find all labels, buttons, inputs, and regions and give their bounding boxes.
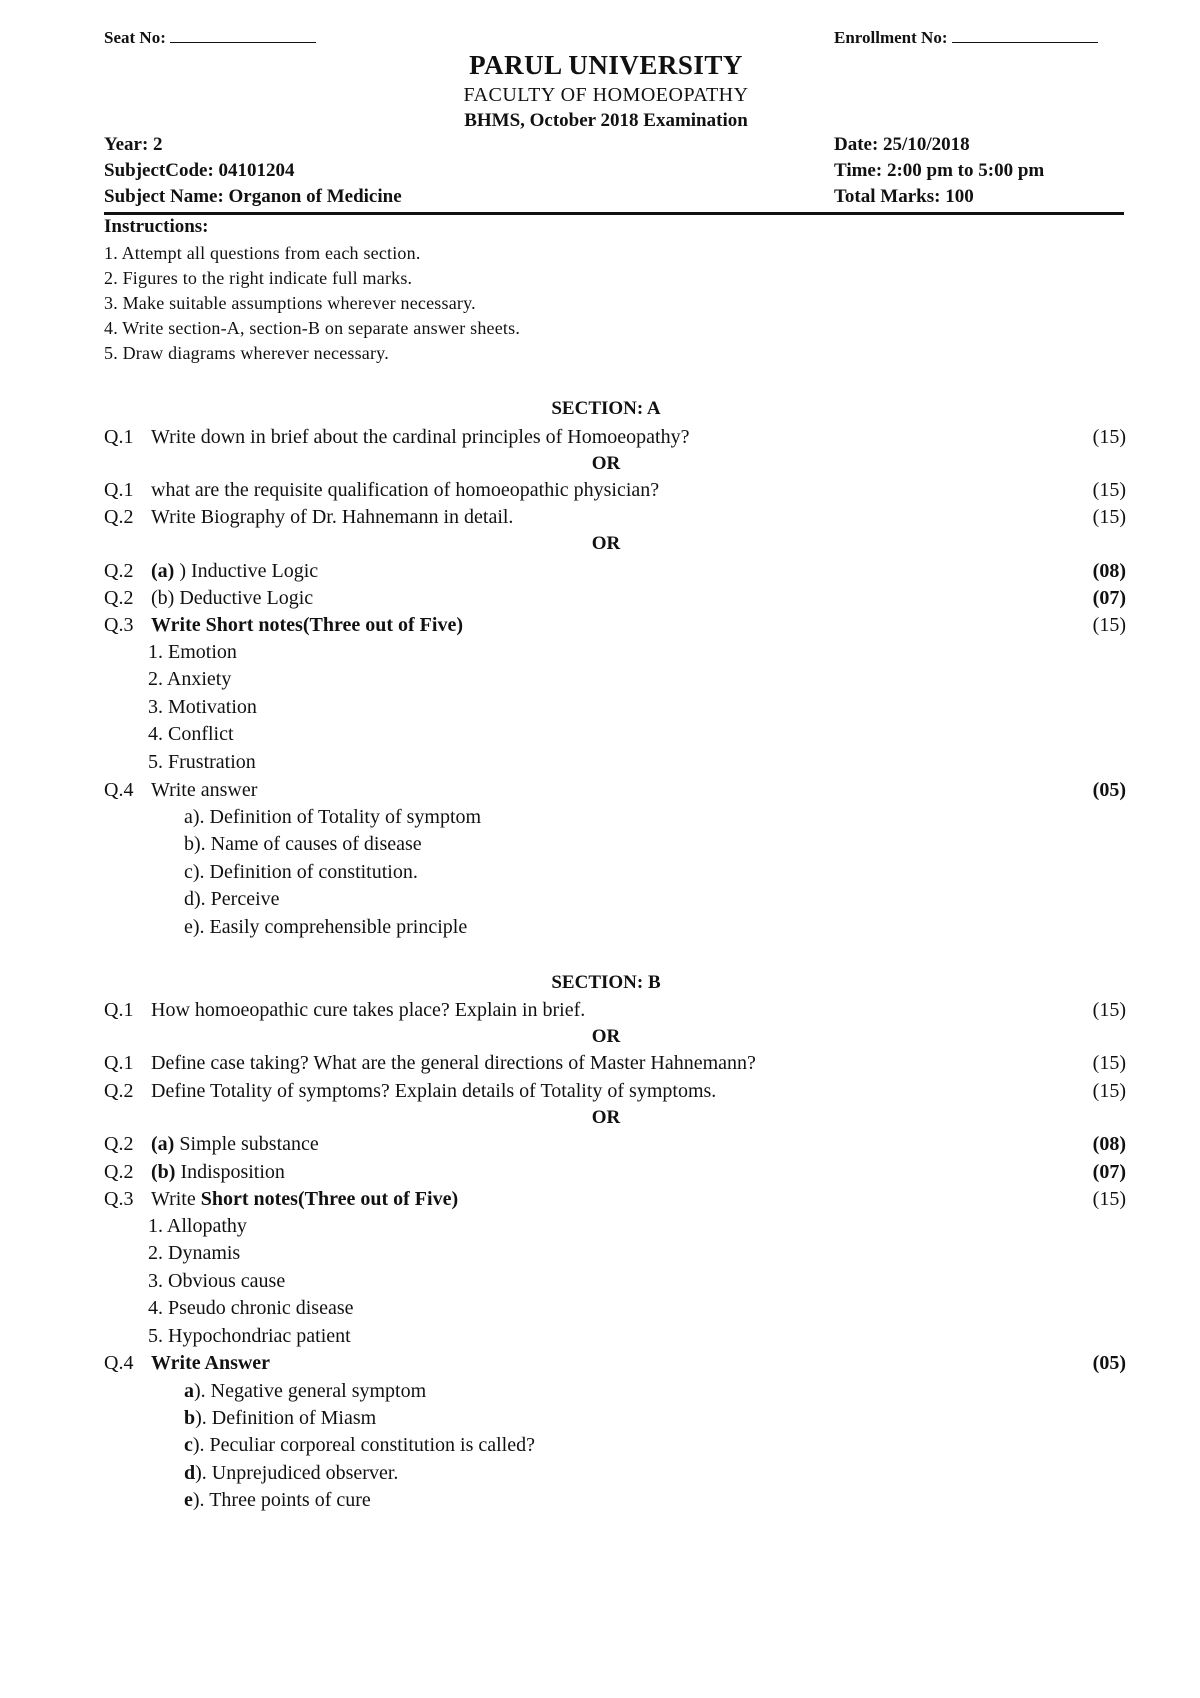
exam-title: BHMS, October 2018 Examination bbox=[464, 110, 748, 131]
question-marks: (15) bbox=[1092, 614, 1126, 636]
list-item: 5. Frustration bbox=[148, 751, 256, 773]
exam-date: Date: 25/10/2018 bbox=[834, 134, 970, 155]
year: Year: 2 bbox=[104, 134, 163, 155]
instructions-heading: Instructions: bbox=[104, 216, 209, 237]
question-row bbox=[104, 1188, 1126, 1214]
question-number: Q.1 bbox=[104, 1052, 134, 1074]
question-text: Define Totality of symptoms? Explain details of Totality of symptoms. bbox=[151, 1080, 717, 1102]
subject-name: Subject Name: Organon of Medicine bbox=[104, 186, 402, 207]
question-number: Q.4 bbox=[104, 779, 134, 801]
list-item: 2. Dynamis bbox=[148, 1242, 241, 1264]
question-marks: (05) bbox=[1092, 1352, 1126, 1374]
question-marks: (15) bbox=[1092, 479, 1126, 501]
question-lead: Write bbox=[151, 1188, 196, 1210]
item-text: ). Negative general symptom bbox=[194, 1380, 427, 1402]
list-item: 1. Emotion bbox=[148, 641, 237, 663]
question-text bbox=[151, 1133, 319, 1156]
question-number: Q.1 bbox=[104, 999, 134, 1021]
question-emphasis: Short notes(Three out of Five) bbox=[200, 1188, 459, 1210]
question-part-text: Simple substance bbox=[179, 1133, 319, 1155]
instruction-item: 3. Make suitable assumptions wherever necessary. bbox=[104, 293, 476, 313]
list-item: 3. Motivation bbox=[148, 696, 257, 718]
total-marks: Total Marks: 100 bbox=[834, 186, 974, 207]
enrollment-no-label: Enrollment No: bbox=[834, 28, 948, 47]
item-text: ). Unprejudiced observer. bbox=[195, 1462, 399, 1484]
question-marks: (08) bbox=[1092, 560, 1126, 582]
list-item: 1. Allopathy bbox=[148, 1215, 247, 1237]
question-marks: (15) bbox=[1092, 1188, 1126, 1210]
list-item: 4. Pseudo chronic disease bbox=[148, 1297, 354, 1319]
question-text bbox=[151, 1188, 458, 1211]
list-item: e). Easily comprehensible principle bbox=[184, 916, 468, 938]
question-text bbox=[151, 1161, 285, 1184]
question-text: Write answer bbox=[151, 779, 258, 801]
or-separator: OR bbox=[591, 453, 621, 474]
question-text: what are the requisite qualification of homoeopathic physician? bbox=[151, 479, 660, 501]
question-row bbox=[104, 1352, 1126, 1378]
question-row bbox=[104, 1133, 1126, 1159]
question-row bbox=[104, 506, 1126, 532]
question-part-label: (a) bbox=[151, 560, 175, 582]
question-number: Q.2 bbox=[104, 506, 134, 528]
question-row bbox=[104, 1161, 1126, 1187]
or-separator: OR bbox=[591, 1026, 621, 1047]
subject-code: SubjectCode: 04101204 bbox=[104, 160, 295, 181]
question-marks: (15) bbox=[1092, 999, 1126, 1021]
list-item: 5. Hypochondriac patient bbox=[148, 1325, 351, 1347]
question-number: Q.2 bbox=[104, 587, 134, 609]
item-letter: c bbox=[184, 1434, 193, 1456]
question-text: Define case taking? What are the general directions of Master Hahnemann? bbox=[151, 1052, 756, 1074]
list-item: a). Definition of Totality of symptom bbox=[184, 806, 482, 828]
question-number: Q.1 bbox=[104, 479, 134, 501]
question-row bbox=[104, 999, 1126, 1025]
question-marks: (08) bbox=[1092, 1133, 1126, 1155]
header-divider bbox=[104, 212, 1124, 215]
question-row bbox=[104, 479, 1126, 505]
question-number: Q.2 bbox=[104, 1133, 134, 1155]
list-item: 3. Obvious cause bbox=[148, 1270, 286, 1292]
list-item: c). Definition of constitution. bbox=[184, 861, 418, 883]
question-number: Q.2 bbox=[104, 1080, 134, 1102]
list-item bbox=[184, 1407, 376, 1430]
question-text bbox=[151, 560, 318, 583]
list-item: b). Name of causes of disease bbox=[184, 833, 422, 855]
item-letter: e bbox=[184, 1489, 193, 1511]
or-separator: OR bbox=[591, 533, 621, 554]
item-text: ). Definition of Miasm bbox=[195, 1407, 377, 1429]
question-text: Write down in brief about the cardinal principles of Homoeopathy? bbox=[151, 426, 690, 448]
question-number: Q.3 bbox=[104, 1188, 134, 1210]
seat-no-blank bbox=[170, 28, 316, 43]
faculty-title: FACULTY OF HOMOEOPATHY bbox=[463, 84, 749, 106]
question-row bbox=[104, 1052, 1126, 1078]
question-marks: (07) bbox=[1092, 1161, 1126, 1183]
question-text: (b) Deductive Logic bbox=[151, 587, 314, 609]
university-title: PARUL UNIVERSITY bbox=[469, 50, 743, 80]
question-part-label: (b) bbox=[151, 1161, 176, 1183]
seat-no-field bbox=[104, 28, 316, 48]
question-text: Write Short notes(Three out of Five) bbox=[151, 614, 463, 636]
question-text: Write Answer bbox=[151, 1352, 271, 1374]
or-separator: OR bbox=[591, 1107, 621, 1128]
question-number: Q.2 bbox=[104, 1161, 134, 1183]
enrollment-no-field bbox=[834, 28, 1098, 48]
item-text: ). Peculiar corporeal constitution is called? bbox=[192, 1434, 535, 1456]
question-row bbox=[104, 426, 1126, 452]
question-row bbox=[104, 587, 1126, 613]
question-row bbox=[104, 1080, 1126, 1106]
question-marks: (15) bbox=[1092, 506, 1126, 528]
question-row bbox=[104, 560, 1126, 586]
exam-time: Time: 2:00 pm to 5:00 pm bbox=[834, 160, 1045, 181]
question-part-label: (a) bbox=[151, 1133, 175, 1155]
question-text: Write Biography of Dr. Hahnemann in detail. bbox=[151, 506, 514, 528]
item-letter: d bbox=[184, 1462, 196, 1484]
list-item: d). Perceive bbox=[184, 888, 280, 910]
seat-no-label: Seat No: bbox=[104, 28, 166, 47]
question-number: Q.1 bbox=[104, 426, 134, 448]
list-item: 4. Conflict bbox=[148, 723, 234, 745]
question-row bbox=[104, 779, 1126, 805]
question-part-text: Indisposition bbox=[180, 1161, 285, 1183]
question-number: Q.4 bbox=[104, 1352, 134, 1374]
section-b-title: SECTION: B bbox=[551, 972, 661, 993]
question-row bbox=[104, 614, 1126, 640]
question-marks: (07) bbox=[1092, 587, 1126, 609]
instruction-item: 5. Draw diagrams wherever necessary. bbox=[104, 343, 389, 363]
question-marks: (05) bbox=[1092, 779, 1126, 801]
item-letter: a bbox=[184, 1380, 194, 1402]
item-letter: b bbox=[184, 1407, 196, 1429]
instruction-item: 4. Write section-A, section-B on separate answer sheets. bbox=[104, 318, 521, 338]
list-item bbox=[184, 1489, 371, 1512]
question-marks: (15) bbox=[1092, 1052, 1126, 1074]
question-part-text: ) Inductive Logic bbox=[179, 560, 319, 582]
instruction-item: 1. Attempt all questions from each section. bbox=[104, 243, 421, 263]
list-item bbox=[184, 1462, 398, 1485]
item-text: ). Three points of cure bbox=[192, 1489, 371, 1511]
list-item bbox=[184, 1434, 535, 1457]
enrollment-no-blank bbox=[952, 28, 1098, 43]
question-marks: (15) bbox=[1092, 426, 1126, 448]
question-marks: (15) bbox=[1092, 1080, 1126, 1102]
instruction-item: 2. Figures to the right indicate full marks. bbox=[104, 268, 413, 288]
question-number: Q.3 bbox=[104, 614, 134, 636]
question-text: How homoeopathic cure takes place? Explain in brief. bbox=[151, 999, 586, 1021]
section-a-title: SECTION: A bbox=[551, 398, 661, 419]
question-number: Q.2 bbox=[104, 560, 134, 582]
list-item: 2. Anxiety bbox=[148, 668, 232, 690]
list-item bbox=[184, 1380, 426, 1403]
